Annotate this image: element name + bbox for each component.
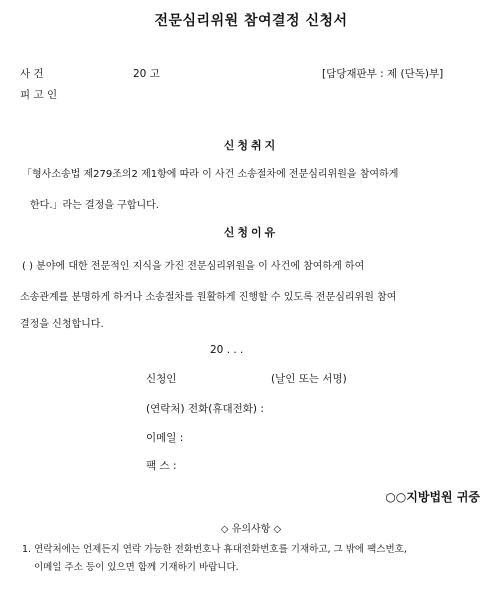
reason-line-3: 결정을 신청합니다. [20, 319, 104, 330]
purpose-heading: 신청취지 [223, 139, 279, 152]
email-label: 이메일 : [146, 432, 184, 444]
case-number: 20 고 [133, 68, 160, 80]
notice-item-1-line-1: 1. 연락처에는 언제든지 연락 가능한 전화번호나 휴대전화번호를 기재하고, 그 밖에 팩스번호, [22, 544, 407, 555]
document-title: 전문심리위원 참여결정 신청서 [154, 13, 348, 29]
seal-label: (날인 또는 서명) [271, 373, 347, 385]
notice-title: ◇ 유의사항 ◇ [220, 524, 282, 535]
notice-item-1-line-2: 이메일 주소 등이 있으면 함께 기재하기 바랍니다. [34, 562, 239, 573]
department-field: [담당재판부 : 제 (단독)부] [322, 68, 444, 80]
date-field: 20 . . . [210, 344, 244, 356]
fax-label: 팩 스 : [146, 460, 177, 472]
purpose-line-1: 「형사소송법 제279조의2 제1항에 따라 이 사건 소송절차에 전문심리위원을 참여하게 [22, 169, 399, 180]
defendant-label: 피 고 인 [20, 89, 58, 101]
contact-label: (연락처) 전화(휴대전화) : [146, 403, 264, 415]
reason-heading: 신청이유 [223, 226, 279, 239]
case-label: 사 건 [20, 68, 44, 80]
applicant-label: 신청인 [146, 373, 177, 385]
reason-line-1: ( ) 분야에 대한 전문적인 지식을 가진 전문심리위원을 이 사건에 참여하게 하여 [22, 261, 365, 272]
court-addressee: ○○지방법원 귀중 [385, 490, 480, 504]
reason-line-2: 소송관계를 분명하게 하거나 소송절차를 원활하게 진행할 수 있도록 전문심리위원 참여 [20, 292, 397, 303]
purpose-line-2: 한다.」라는 결정을 구합니다. [30, 200, 159, 211]
